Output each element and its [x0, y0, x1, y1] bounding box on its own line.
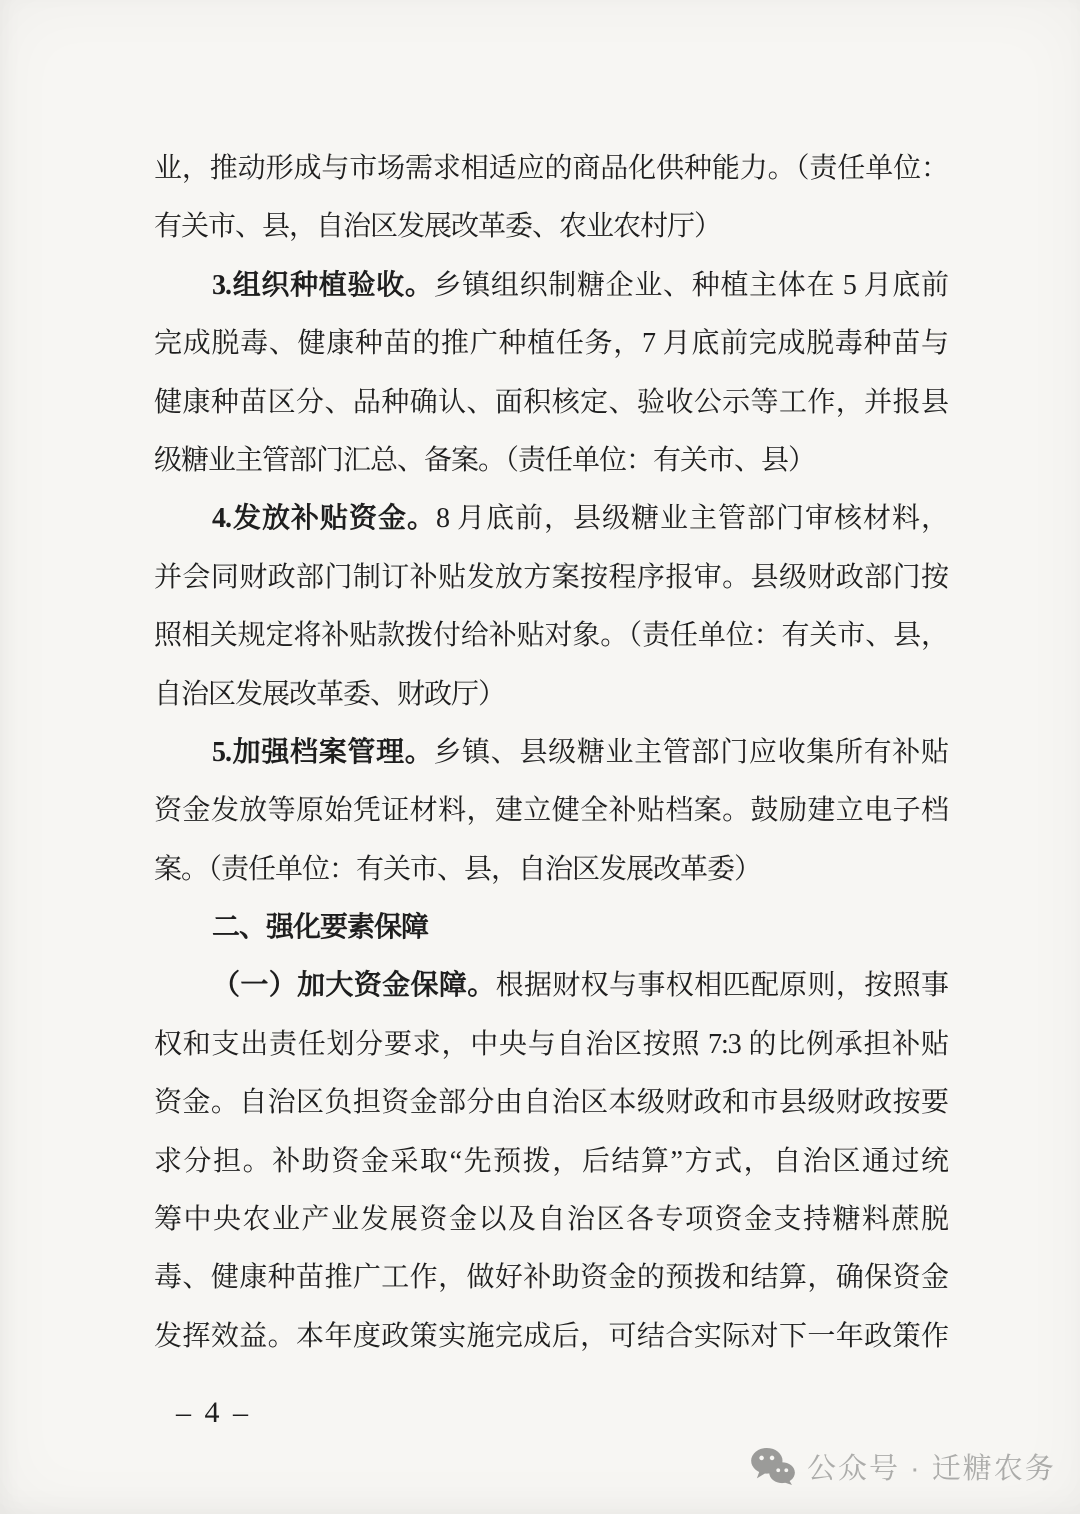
document-line — [154, 782, 948, 840]
document-line — [154, 1191, 948, 1249]
line-bold-segment: （一）加大资金保障。 — [212, 970, 496, 1002]
line-text-segment: 求分担。补助资金采取“先预拨，后结算”方式，自治区通过统 — [154, 1145, 948, 1177]
document-body — [154, 140, 948, 1366]
line-text-segment: 业，推动形成与市场需求相适应的商品化供种能力。（责任单位： — [154, 153, 948, 184]
section-heading — [154, 899, 948, 957]
line-text-segment: 有关市、县，自治区发展改革委、农业农村厅） — [154, 211, 722, 243]
line-bold-segment: 5.加强档案管理。 — [212, 736, 434, 768]
wechat-icon — [750, 1447, 796, 1485]
document-line — [154, 724, 948, 782]
line-text-segment: 8 月底前，县级糖业主管部门审核材料， — [436, 503, 948, 535]
document-line — [154, 432, 948, 490]
document-line — [154, 490, 948, 548]
line-text-segment: 健康种苗区分、品种确认、面积核定、验收公示等工作，并报县 — [154, 386, 948, 418]
page-number: – 4 – — [176, 1396, 251, 1429]
document-line — [154, 1133, 948, 1191]
line-text-segment: 乡镇组织制糖企业、种植主体在 5 月底前 — [433, 269, 948, 301]
line-text-segment: 筹中央农业产业发展资金以及自治区各专项资金支持糖料蔗脱 — [154, 1204, 948, 1236]
line-text-segment: 资金。自治区负担资金部分由自治区本级财政和市县级财政按要 — [154, 1087, 948, 1119]
line-text-segment: 根据财权与事权相匹配原则，按照事 — [495, 970, 948, 1002]
line-text-segment: 毒、健康种苗推广工作，做好补助资金的预拨和结算，确保资金 — [154, 1262, 948, 1294]
document-line — [154, 1016, 948, 1074]
line-text-segment: 案。（责任单位：有关市、县，自治区发展改革委） — [154, 853, 762, 885]
line-text-segment: 乡镇、县级糖业主管部门应收集所有补贴 — [433, 736, 948, 768]
line-bold-segment: 4.发放补贴资金。 — [212, 503, 436, 535]
line-text-segment: 资金发放等原始凭证材料，建立健全补贴档案。鼓励建立电子档 — [154, 795, 948, 827]
watermark-label: 公众号 · 迁糖农务 — [807, 1452, 1056, 1485]
document-line — [154, 1308, 948, 1366]
document-line — [154, 198, 948, 256]
line-text-segment: 并会同财政部门制订补贴发放方案按程序报审。县级财政部门按 — [154, 561, 948, 593]
document-line — [154, 257, 948, 315]
document-line — [154, 957, 948, 1015]
watermark — [750, 1444, 1056, 1488]
document-line — [154, 607, 948, 665]
document-line — [154, 666, 948, 724]
document-line — [154, 374, 948, 432]
line-text-segment: 级糖业主管部门汇总、备案。（责任单位：有关市、县） — [154, 444, 816, 476]
line-text-segment: 权和支出责任划分要求，中央与自治区按照 7:3 的比例承担补贴 — [154, 1028, 948, 1060]
line-text-segment: 发挥效益。本年度政策实施完成后，可结合实际对下一年政策作 — [154, 1320, 948, 1352]
line-bold-segment: 二、强化要素保障 — [212, 912, 429, 944]
line-text-segment: 照相关规定将补贴款拨付给补贴对象。（责任单位：有关市、县， — [154, 620, 948, 652]
document-line — [154, 315, 948, 373]
line-bold-segment: 3.组织种植验收。 — [212, 269, 434, 301]
line-text-segment: 完成脱毒、健康种苗的推广种植任务，7 月底前完成脱毒种苗与 — [154, 328, 948, 360]
document-line — [154, 841, 948, 899]
document-line — [154, 1074, 948, 1132]
document-line — [154, 1249, 948, 1307]
line-text-segment: 自治区发展改革委、财政厅） — [154, 678, 506, 710]
document-line — [154, 140, 948, 198]
document-line — [154, 549, 948, 607]
